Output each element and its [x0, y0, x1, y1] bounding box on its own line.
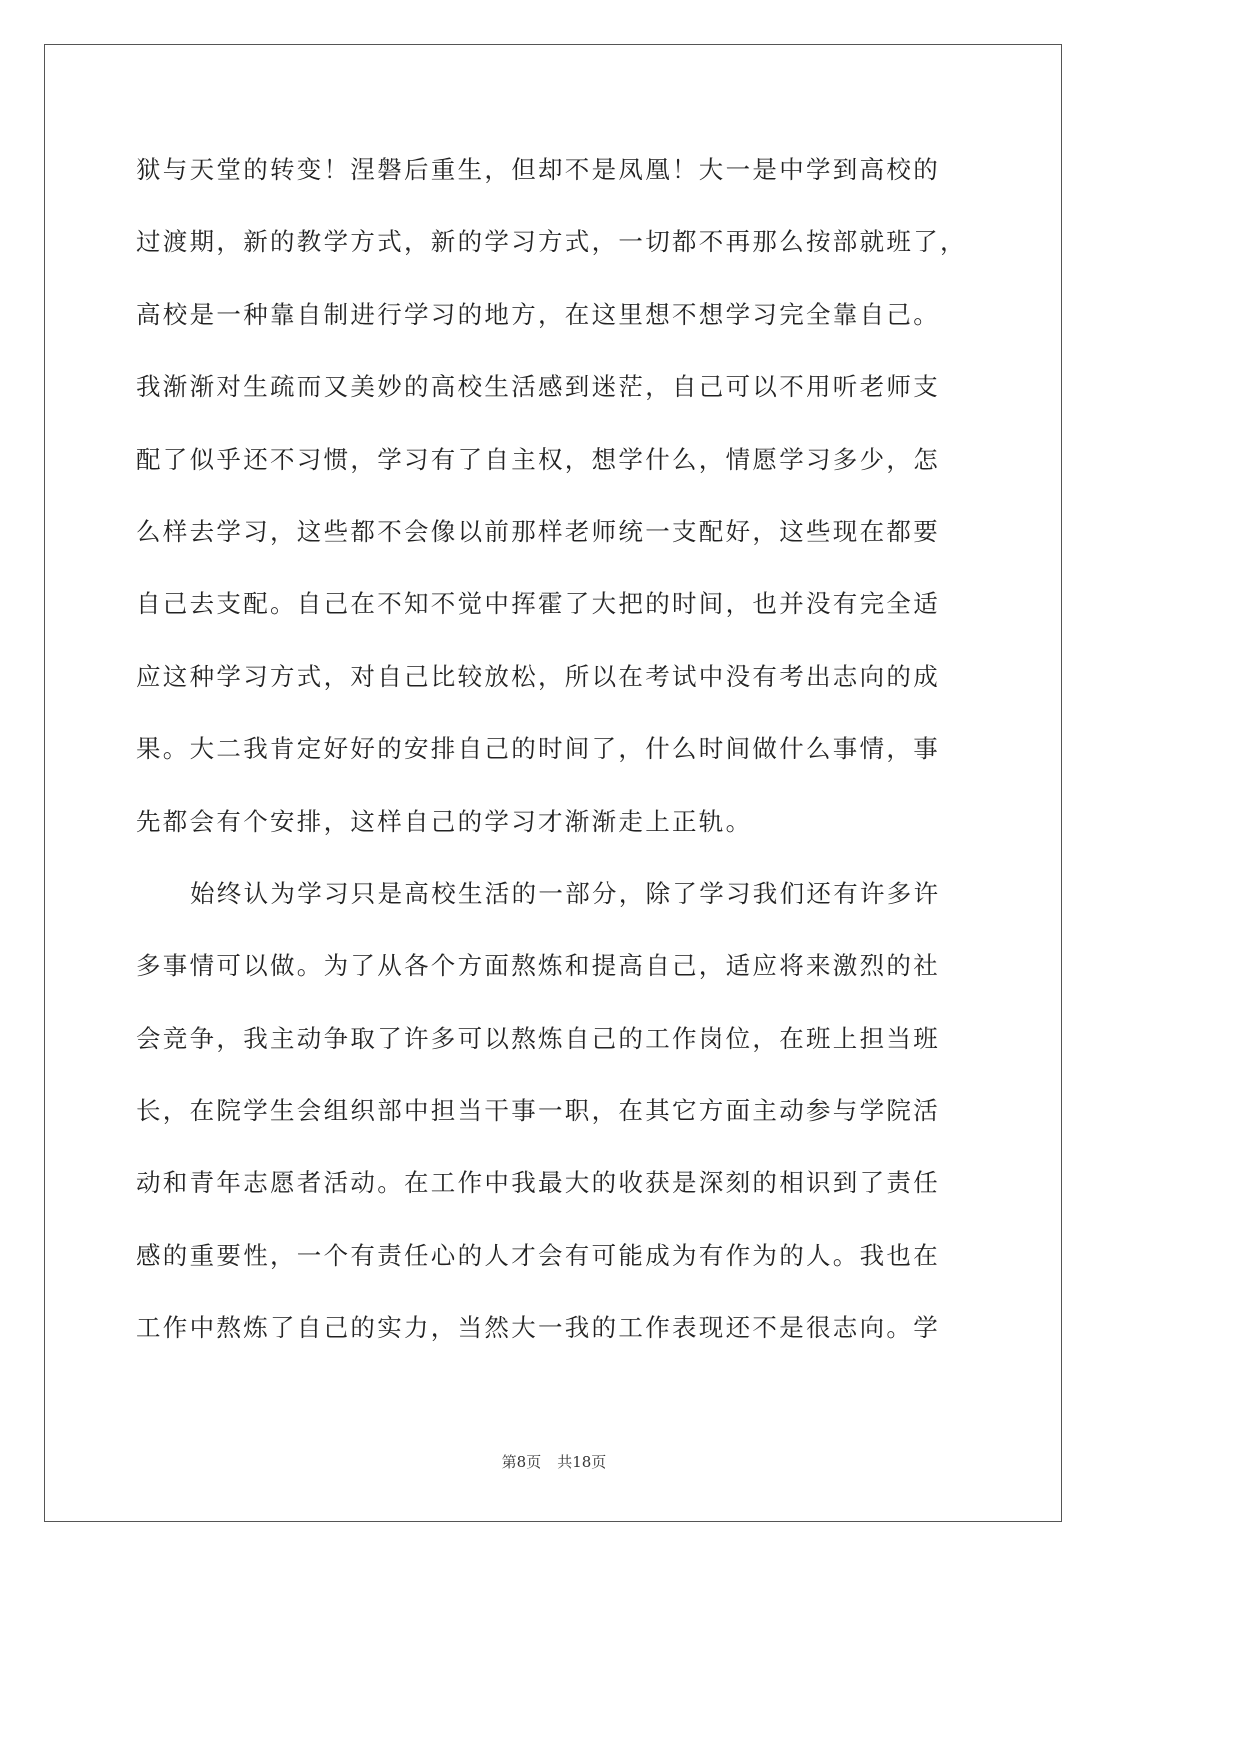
text-line: 会竞争，我主动争取了许多可以熬炼自己的工作岗位，在班上担当班: [136, 1023, 940, 1053]
text-line: 先都会有个安排，这样自己的学习才渐渐走上正轨。: [136, 806, 753, 836]
text-line: 么样去学习，这些都不会像以前那样老师统一支配好，这些现在都要: [136, 516, 940, 546]
text-line: 配了似乎还不习惯，学习有了自主权，想学什么，情愿学习多少，怎: [136, 444, 940, 474]
document-body: [136, 148, 976, 1379]
text-line: 过渡期，新的教学方式，新的学习方式，一切都不再那么按部就班了，: [136, 227, 967, 257]
text-line: 狱与天堂的转变！涅磐后重生，但却不是凤凰！大一是中学到高校的: [136, 155, 940, 184]
total-page-count: 共18页: [557, 1453, 607, 1471]
text-line: 动和青年志愿者活动。在工作中我最大的收获是深刻的相识到了责任: [136, 1168, 940, 1198]
text-line: 果。大二我肯定好好的安排自己的时间了，什么时间做什么事情，事: [136, 734, 940, 764]
current-page-number: 第8页: [501, 1453, 542, 1471]
text-line: 应这种学习方式，对自己比较放松，所以在考试中没有考出志向的成: [136, 661, 940, 691]
text-line: 高校是一种靠自制进行学习的地方，在这里想不想学习完全靠自己。: [136, 299, 940, 329]
page-footer: [0, 1452, 1108, 1472]
text-line: 多事情可以做。为了从各个方面熬炼和提高自己，适应将来激烈的社: [136, 951, 940, 981]
text-line: 长，在院学生会组织部中担当干事一职，在其它方面主动参与学院活: [136, 1096, 940, 1126]
text-line: 自己去支配。自己在不知不觉中挥霍了大把的时间，也并没有完全适: [136, 589, 940, 619]
text-line: 我渐渐对生疏而又美妙的高校生活感到迷茫，自己可以不用听老师支: [136, 372, 940, 402]
text-line: 感的重要性，一个有责任心的人才会有可能成为有作为的人。我也在: [136, 1240, 940, 1270]
text-line: 工作中熬炼了自己的实力，当然大一我的工作表现还不是很志向。学: [136, 1313, 940, 1343]
paragraph-start-line: 始终认为学习只是高校生活的一部分，除了学习我们还有许多许: [190, 878, 941, 908]
